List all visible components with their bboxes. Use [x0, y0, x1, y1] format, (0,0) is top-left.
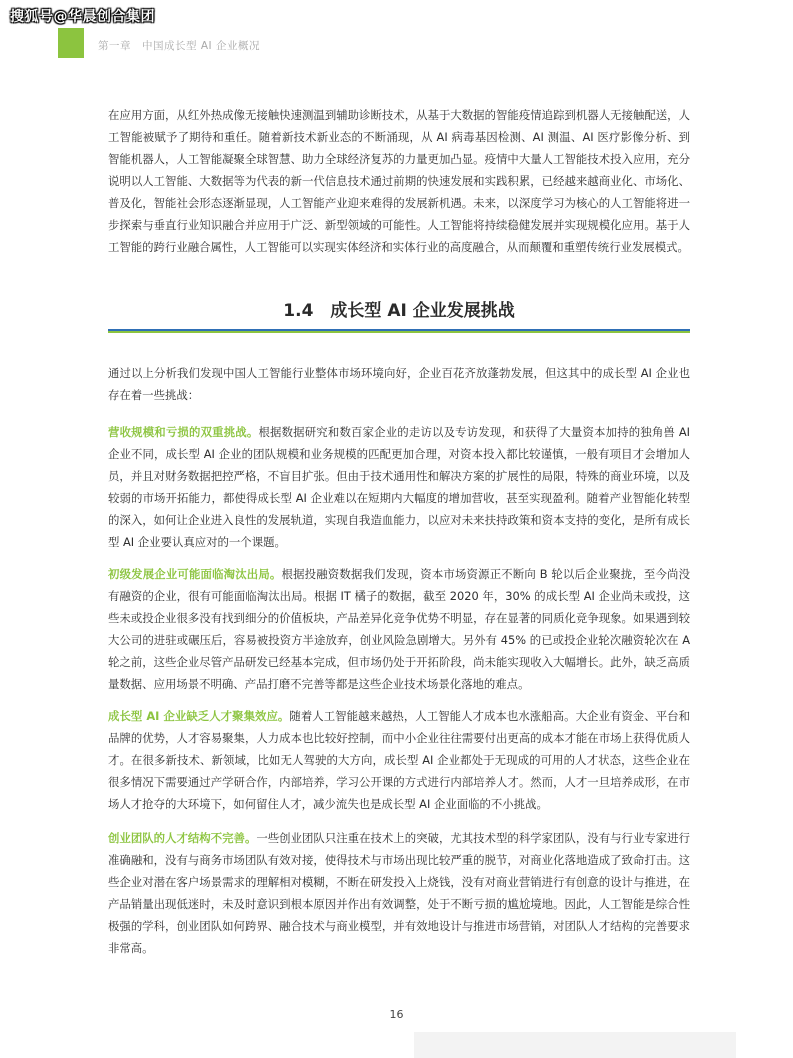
challenge-paragraph [108, 827, 690, 959]
challenge-body: 根据投融资数据我们发现，资本市场资源正不断向 B 轮以后企业聚拢，至今尚没有融资的企业，很有可能面临淘汰出局。根据 IT 橘子的数据，截至 2020 年，30% 的成长型 AI 企业尚未或投，这些未或投企业很多没有找到细分的价值板块，产品差异化竞争优势不明显，存在显著的同质化竞争现象。如果遇到较大公司的进驻或碾压后，容易被投资方半途放弃，创业风险急剧增大。另外有 45% 的已或投企业轮次融资轮次在 A 轮之前，这些企业尽管产品研发已经基本完成，但市场仍处于开拓阶段，尚未能实现收入大幅增长。此外，缺乏高质量数据、应用场景不明确、产品打磨不完善等都是这些企业技术场景化落地的难点。 [108, 567, 690, 691]
challenge-body: 一些创业团队只注重在技术上的突破，尤其技术型的科学家团队，没有与行业专家进行准确融和，没有与商务市场团队有效对接，使得技术与市场出现比较严重的脱节，对商业化落地造成了致命打击。这些企业对潜在客户场景需求的理解相对模糊，不断在研发投入上烧钱，没有对商业营销进行有创意的设计与推进，在产品销量出现低迷时，未及时意识到根本原因并作出有效调整，处于不断亏损的尴尬境地。因此，人工智能是综合性极强的学科，创业团队如何跨界、融合技术与商业模型，并有效地设计与推进市场营销，对团队人才结构的完善要求非常高。 [108, 831, 690, 955]
chapter-header: 第一章 中国成长型 AI 企业概况 [98, 40, 260, 52]
footer-bar [414, 1032, 736, 1058]
chapter-marker [58, 28, 84, 58]
challenge-heading: 创业团队的人才结构不完善。 [108, 831, 257, 845]
challenge-paragraph [108, 563, 690, 695]
challenge-body: 根据数据研究和数百家企业的走访以及专访发现，和获得了大量资本加持的独角兽 AI 企业不同，成长型 AI 企业的团队规模和业务规模的匹配更加合理，对资本投入都比较谨慎，一般有项目才会增加人员，并且对财务数据把控严格，不盲目扩张。但由于技术通用性和解决方案的扩展性的局限，特殊的商业环境，以及较弱的市场开拓能力，都使得成长型 AI 企业难以在短期内大幅度的增加营收，甚至实现盈利。随着产业智能化转型的深入，如何让企业进入良性的发展轨道，实现自我造血能力，以应对未来扶持政策和资本支持的变化，是所有成长型 AI 企业要认真应对的一个课题。 [108, 425, 690, 549]
challenge-heading: 成长型 AI 企业缺乏人才聚集效应。 [108, 709, 290, 723]
section-title: 1.4 成长型 AI 企业发展挑战 [283, 301, 515, 321]
challenge-body: 随着人工智能越来越热，人工智能人才成本也水涨船高。大企业有资金、平台和品牌的优势，人才容易聚集，人力成本也比较好控制，而中小企业往往需要付出更高的成本才能在市场上获得优质人才。在很多新技术、新领域，比如无人驾驶的大方向，成长型 AI 企业都处于无现成的可用的人才状态，这些企业在很多情况下需要通过产学研合作，内部培养，学习公开课的方式进行内部培养人才。然而，人才一旦培养成形，在市场人才抢夺的大环境下，如何留住人才，减少流失也是成长型 AI 企业面临的不小挑战。 [108, 709, 690, 811]
section-lead-paragraph: 通过以上分析我们发现中国人工智能行业整体市场环境向好，企业百花齐放蓬勃发展，但这其中的成长型 AI 企业也存在着一些挑战： [108, 366, 690, 402]
intro-paragraph: 在应用方面，从红外热成像无接触快速测温到辅助诊断技术，从基于大数据的智能疫情追踪到机器人无接触配送，人工智能被赋予了期待和重任。随着新技术新业态的不断涌现，从 AI 病毒基因检测、AI 测温、AI 医疗影像分析、到智能机器人，人工智能凝聚全球智慧、助力全球经济复苏的力量更加凸显。疫情中大量人工智能技术投入应用，充分说明以人工智能、大数据等为代表的新一代信息技术通过前期的快速发展和实践积累，已经越来越商业化、市场化、普及化，智能社会形态逐渐显现，人工智能产业迎来难得的发展新机遇。未来，以深度学习为核心的人工智能将进一步探索与垂直行业知识融合并应用于广泛、新型领域的可能性。人工智能将持续稳健发展并实现规模化应用。基于人工智能的跨行业融合属性，人工智能可以实现实体经济和实体行业的高度融合，从而颠覆和重塑传统行业发展模式。 [108, 108, 690, 254]
watermark: 搜狐号@华晨创合集团 [10, 9, 155, 25]
challenge-paragraph [108, 421, 690, 553]
challenge-heading: 初级发展企业可能面临淘汰出局。 [108, 567, 282, 581]
challenge-paragraph [108, 705, 690, 815]
section-title-rule [108, 329, 690, 333]
challenge-heading: 营收规模和亏损的双重挑战。 [108, 425, 259, 439]
page-number: 16 [389, 1008, 404, 1021]
